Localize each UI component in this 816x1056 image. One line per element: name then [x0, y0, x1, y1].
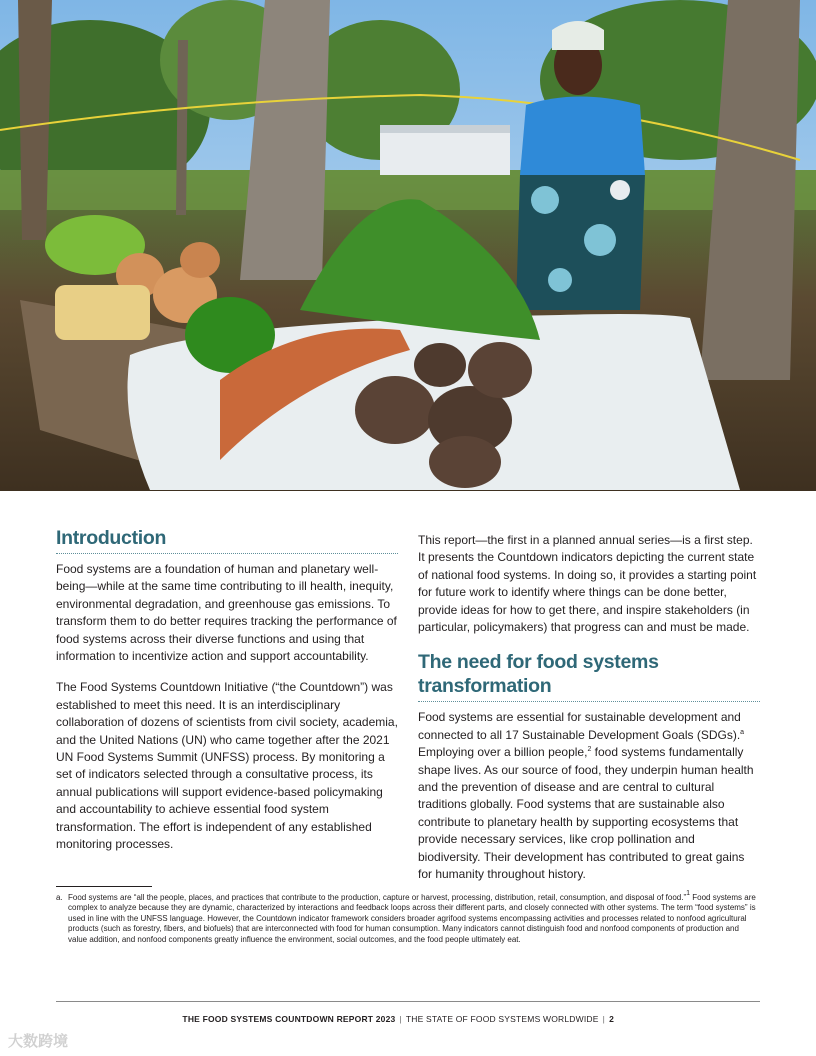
report-series-paragraph: This report—the first in a planned annual series—is a first step. It presents the Countdown indicators depicting the current state of national food systems. In doing so, it provides a starting point for future work to identify where things can be done better, provide ideas for how to get there, and inspire stakeholders (in particular, policymakers) that progress can and must be made.	[418, 533, 757, 635]
transformation-text-1: Food systems are essential for sustainable development and connected to all 17 Sustainable Development Goals (SDGs).	[418, 710, 741, 742]
footer-separator: |	[399, 1014, 402, 1024]
citation-ref-1[interactable]: 1	[686, 890, 691, 898]
footnote-ref-a[interactable]: a	[740, 728, 745, 736]
intro-paragraph-1: Food systems are a foundation of human and planetary well-being—while at the same time contributing to ill health, inequity, environmental degradation, and greenhouse gas emissions. To transform them to do better requires tracking the performance of food systems across their diverse functions and using that information to incentivize action and support accountability.	[56, 562, 397, 664]
footnote-mark: a.	[56, 893, 63, 902]
right-column	[418, 532, 760, 898]
transformation-text-2: Employing over a billion people,	[418, 745, 588, 760]
footer-divider	[56, 1001, 760, 1002]
footer-section-title: THE STATE OF FOOD SYSTEMS WORLDWIDE	[405, 1014, 599, 1024]
left-column	[56, 526, 398, 868]
citation-ref-2[interactable]: 2	[587, 746, 592, 754]
watermark: 大数跨境	[8, 1033, 69, 1050]
transformation-text-3: food systems fundamentally shape lives. As our source of food, they underpin human health and the prevention of disease and are central to cultural traditions globally. Food systems that are sustainable also contribute to planetary health by supporting ecosystems that provide necessary services, like crop pollination and biodiversity. Their development has contributed to great gains for humanity throughout history.	[418, 745, 754, 882]
page-number: 2	[609, 1014, 614, 1024]
section-heading-transformation: The need for food systems transformation	[418, 650, 760, 702]
footer-separator-2: |	[602, 1014, 606, 1024]
footnote-text-2: Food systems are complex to analyze because they are dynamic, characterized by interactions and feedback loops across their different parts, and closely connected with other systems. The term “food systems” is used in line with the UNFSS language. However, the Countdown indicator framework considers broader agrifood systems encompassing activities and processes related to nonfood agricultural products (such as forestry, fibers, and biofuels) that are interconnected with food for human consumption. Many indicators cannot distinguish food and nonfood components of production and value addition, and nonfood components greatly influence the environment, social outcomes, and the food people ultimately eat.	[68, 893, 756, 944]
footnote-a	[56, 890, 760, 945]
transformation-paragraph	[418, 709, 760, 883]
cover-photo	[0, 0, 816, 491]
footnote-body	[68, 890, 760, 945]
section-heading-introduction: Introduction	[56, 526, 398, 554]
intro-paragraph-2: The Food Systems Countdown Initiative (“the Countdown”) was established to meet this need. It is an interdisciplinary collaboration of dozens of scientists from civil society, academia, and the United Nations (UN) who came together after the 2021 UN Food Systems Summit (UNFSS) process. By monitoring a set of indicators selected through a consultative process, its annual publications will support evidence-based policymaking and accountability to achieve essential food system transformation. The effort is independent of any established monitoring processes.	[56, 680, 398, 852]
footnote-divider	[56, 886, 152, 887]
footnote-text-1: Food systems are “all the people, places, and practices that contribute to the production, capture or harvest, processing, distribution, retail, consumption, and disposal of food.”	[68, 893, 687, 903]
page-footer	[56, 1014, 760, 1024]
footer-report-title: THE FOOD SYSTEMS COUNTDOWN REPORT 2023	[182, 1014, 396, 1024]
market-produce-photo-icon	[0, 0, 816, 491]
